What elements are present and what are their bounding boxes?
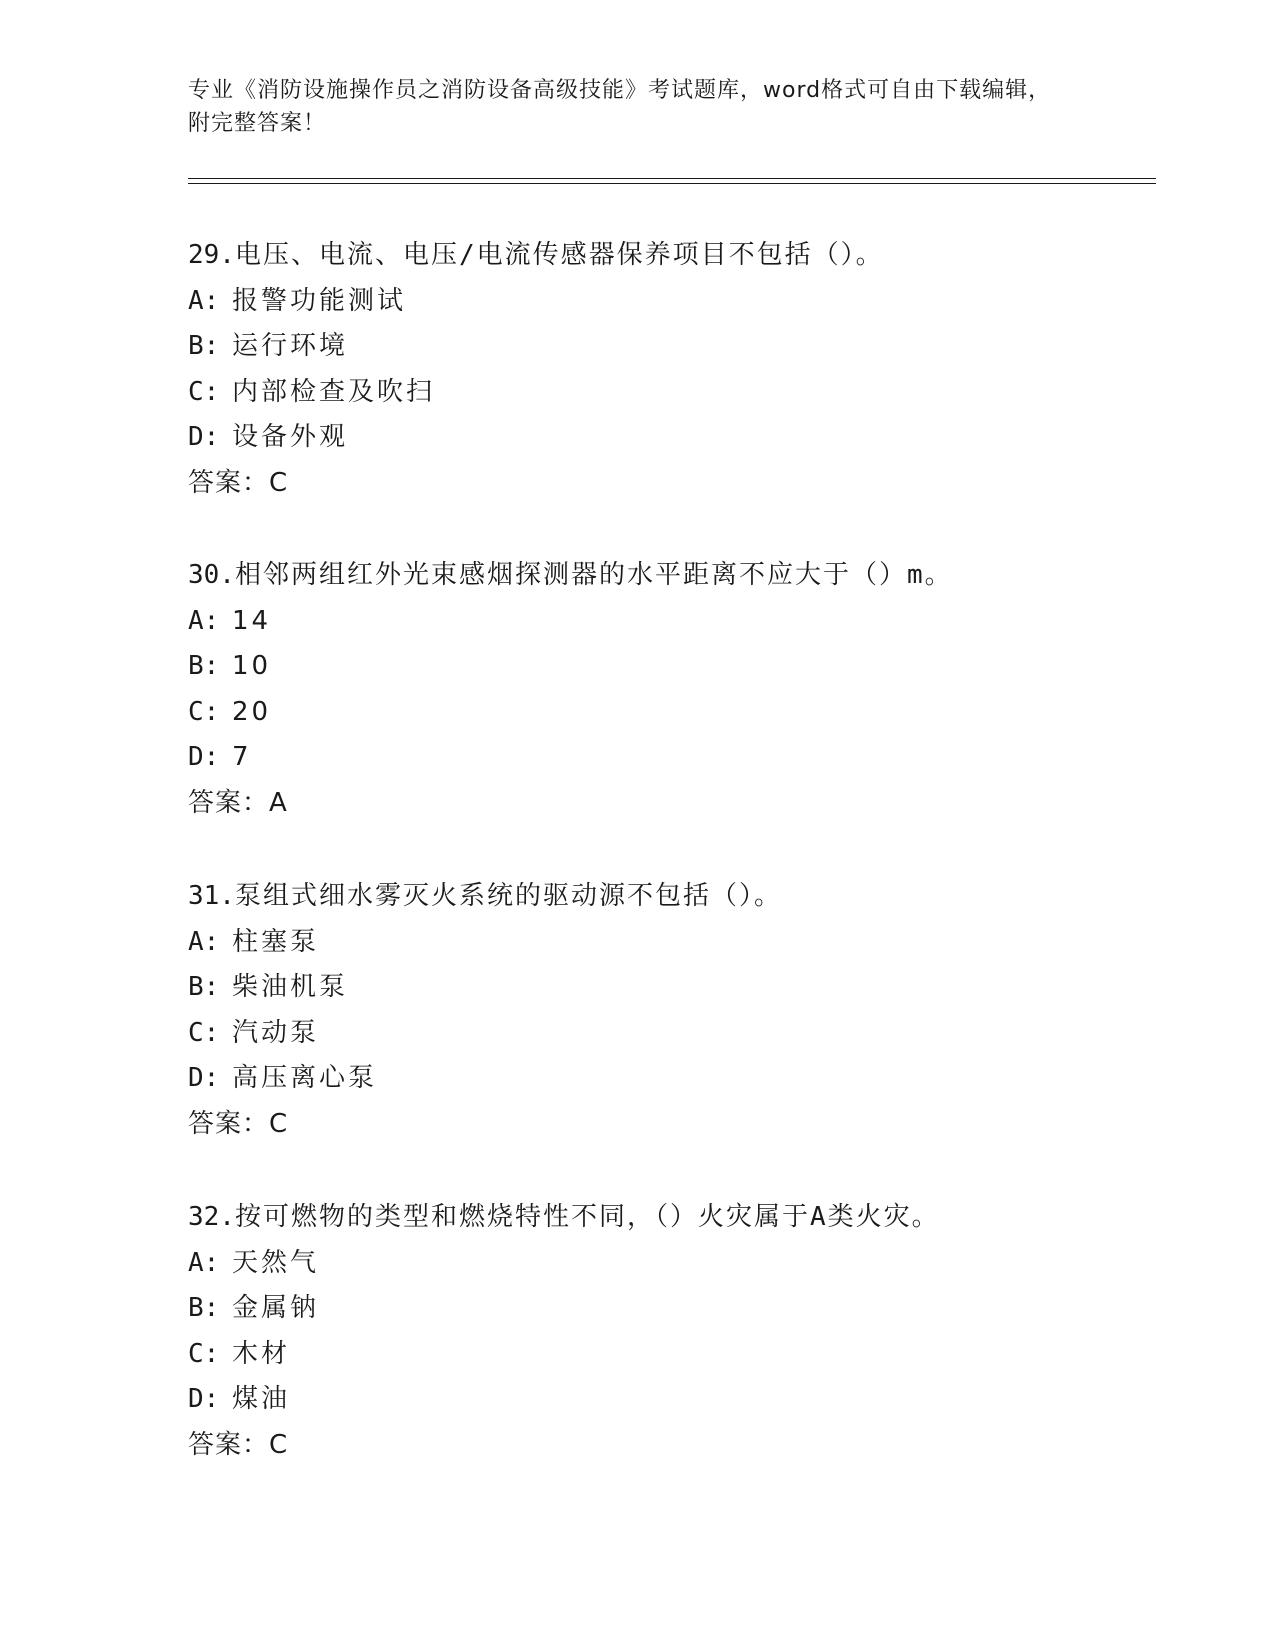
option-text: 7	[232, 742, 252, 772]
option-text: 木材	[232, 1338, 291, 1369]
option-a	[188, 279, 1168, 325]
option-key: C:	[188, 696, 220, 727]
header-divider-top	[188, 178, 1156, 179]
question-stem	[188, 1195, 1168, 1241]
option-b	[188, 965, 1168, 1011]
option-d	[188, 1056, 1168, 1102]
option-text: 14	[232, 605, 272, 636]
option-c	[188, 1011, 1168, 1057]
option-d	[188, 1377, 1168, 1423]
question-text: 泵组式细水雾灭火系统的驱动源不包括（）。	[234, 881, 782, 911]
option-a	[188, 920, 1168, 966]
question-stem	[188, 874, 1168, 920]
question-text: 电压、电流、电压/电流传感器保养项目不包括（）。	[234, 240, 884, 270]
option-text: 金属钠	[232, 1293, 320, 1323]
option-text: 运行环境	[232, 331, 349, 361]
answer-line: 答案：A	[188, 787, 288, 818]
option-text: 设备外观	[232, 422, 349, 452]
option-b	[188, 324, 1168, 370]
question-number: 31.	[188, 881, 235, 911]
option-text: 煤油	[232, 1384, 291, 1414]
document-intro: 专业《消防设施操作员之消防设备高级技能》考试题库，word格式可自由下载编辑，附完整答案！	[188, 78, 1052, 136]
option-text: 柴油机泵	[232, 972, 349, 1002]
question-32	[188, 1195, 1168, 1468]
option-text: 20	[232, 696, 272, 727]
answer-line: 答案：C	[188, 1429, 289, 1460]
answer-line: 答案：C	[188, 1108, 289, 1139]
answer-line: 答案：C	[188, 467, 289, 498]
question-stem	[188, 233, 1168, 279]
option-c	[188, 370, 1168, 416]
option-text: 高压离心泵	[232, 1063, 378, 1093]
option-key: A:	[188, 605, 220, 636]
option-key: D:	[188, 422, 220, 452]
question-30	[188, 553, 1168, 826]
option-a	[188, 599, 1168, 645]
question-number: 29.	[188, 240, 235, 270]
question-text: 按可燃物的类型和燃烧特性不同，（）火灾属于A类火灾。	[234, 1202, 940, 1232]
option-text: 柱塞泵	[232, 926, 320, 957]
question-stem	[188, 553, 1168, 599]
question-text: 相邻两组红外光束感烟探测器的水平距离不应大于（）m。	[234, 560, 953, 590]
header-divider-bottom	[188, 183, 1156, 184]
option-d	[188, 735, 1168, 781]
option-b	[188, 644, 1168, 690]
question-29	[188, 233, 1168, 506]
option-text: 汽动泵	[232, 1017, 320, 1048]
question-number: 32.	[188, 1202, 235, 1232]
option-text: 10	[232, 651, 272, 681]
option-text: 内部检查及吹扫	[232, 376, 436, 407]
option-key: C:	[188, 376, 220, 407]
option-c	[188, 690, 1168, 736]
option-key: C:	[188, 1338, 220, 1369]
option-key: D:	[188, 742, 220, 772]
option-text: 天然气	[232, 1247, 320, 1278]
option-c	[188, 1332, 1168, 1378]
option-key: C:	[188, 1017, 220, 1048]
option-key: A:	[188, 1247, 220, 1278]
option-d	[188, 415, 1168, 461]
option-b	[188, 1286, 1168, 1332]
option-key: B:	[188, 651, 220, 681]
option-a	[188, 1241, 1168, 1287]
option-key: B:	[188, 331, 220, 361]
question-number: 30.	[188, 560, 235, 590]
option-text: 报警功能测试	[232, 285, 407, 316]
option-key: B:	[188, 1293, 220, 1323]
option-key: D:	[188, 1063, 220, 1093]
option-key: D:	[188, 1384, 220, 1414]
option-key: A:	[188, 926, 220, 957]
option-key: B:	[188, 972, 220, 1002]
option-key: A:	[188, 285, 220, 316]
question-31	[188, 874, 1168, 1147]
